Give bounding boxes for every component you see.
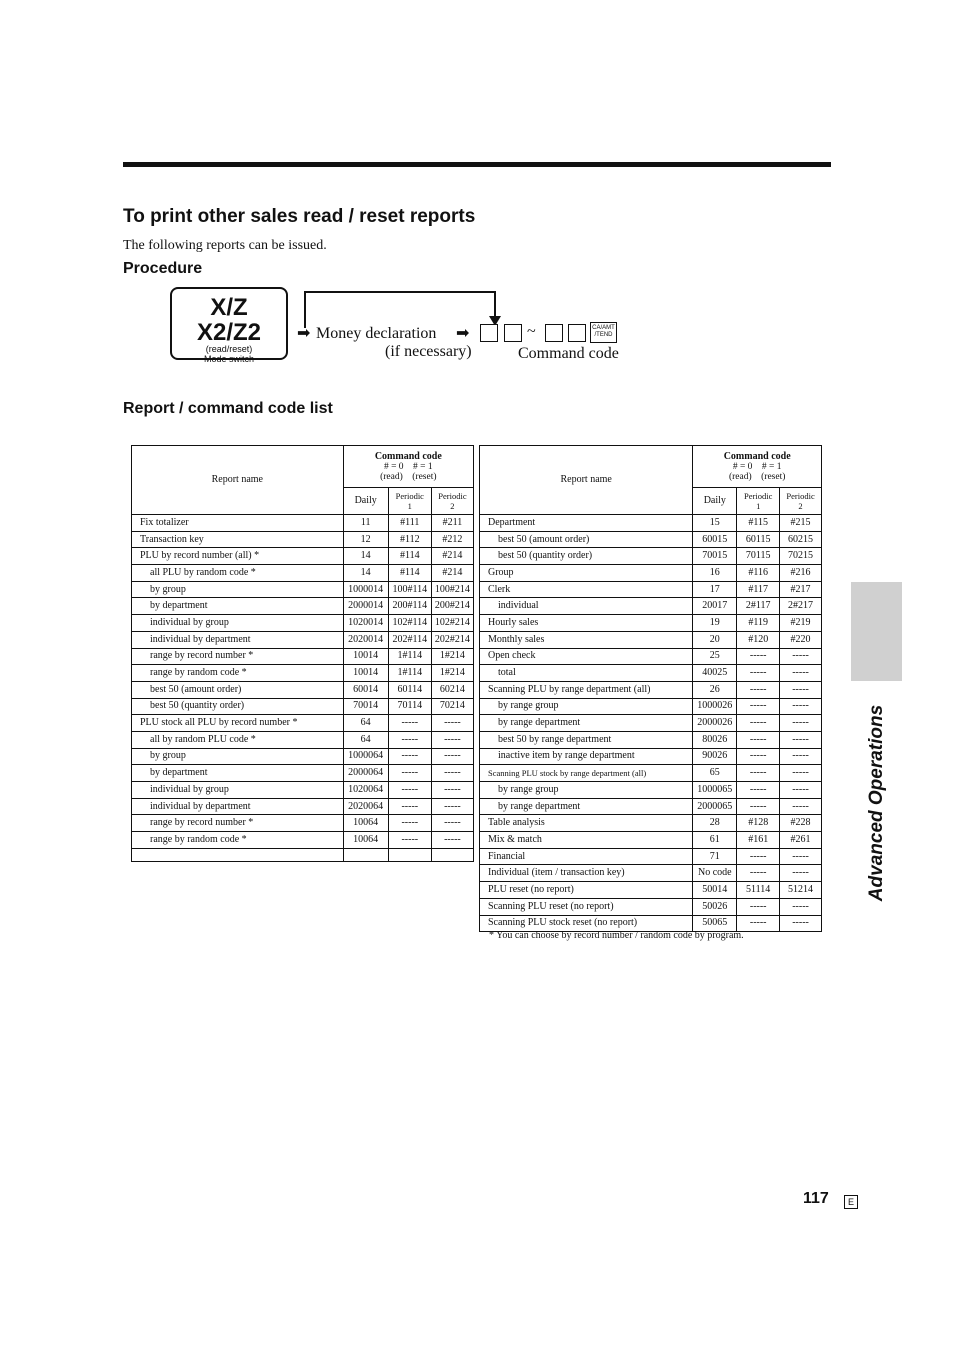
header-periodic-1: Periodic 1 bbox=[388, 488, 431, 515]
table-row bbox=[480, 598, 822, 615]
report-name-cell: Mix & match bbox=[480, 832, 693, 849]
table-row bbox=[132, 598, 474, 615]
periodic1-code-cell: ----- bbox=[388, 715, 431, 732]
table-row bbox=[132, 832, 474, 849]
periodic2-code-cell: ----- bbox=[431, 715, 473, 732]
periodic1-code-cell: 100#114 bbox=[388, 581, 431, 598]
periodic1-code-cell: 60114 bbox=[388, 681, 431, 698]
report-name-cell: all by random PLU code * bbox=[132, 731, 344, 748]
report-name-cell: individual by group bbox=[132, 782, 344, 799]
daily-code-cell: 60014 bbox=[343, 681, 388, 698]
daily-code-cell: 1000064 bbox=[343, 748, 388, 765]
daily-code-cell: 2000026 bbox=[693, 715, 737, 732]
periodic2-code-cell: #211 bbox=[431, 515, 473, 532]
page-number: 117 bbox=[803, 1190, 829, 1207]
empty-cell bbox=[343, 848, 388, 861]
daily-code-cell: 10014 bbox=[343, 665, 388, 682]
daily-code-cell: 50026 bbox=[693, 898, 737, 915]
table-row bbox=[480, 848, 822, 865]
daily-code-cell: 50014 bbox=[693, 882, 737, 899]
daily-code-cell: 10064 bbox=[343, 832, 388, 849]
table-row bbox=[132, 815, 474, 832]
table-row bbox=[480, 631, 822, 648]
report-name-cell: Scanning PLU reset (no report) bbox=[480, 898, 693, 915]
report-name-cell: by range group bbox=[480, 782, 693, 799]
periodic1-code-cell: ----- bbox=[737, 715, 780, 732]
periodic2-code-cell: #216 bbox=[780, 565, 822, 582]
if-necessary-label: (if necessary) bbox=[385, 343, 472, 360]
periodic2-code-cell: ----- bbox=[780, 648, 822, 665]
header-hash0: # = 0 bbox=[383, 461, 404, 472]
periodic2-code-cell: ----- bbox=[431, 798, 473, 815]
table-row bbox=[132, 748, 474, 765]
mode-label-x2z2: X2/Z2 bbox=[196, 319, 262, 346]
table-row bbox=[480, 648, 822, 665]
periodic2-code-cell: ----- bbox=[431, 765, 473, 782]
periodic1-code-cell: ----- bbox=[388, 748, 431, 765]
table-row bbox=[480, 731, 822, 748]
daily-code-cell: 14 bbox=[343, 565, 388, 582]
table-row bbox=[132, 648, 474, 665]
table-row bbox=[480, 615, 822, 632]
table-row bbox=[480, 832, 822, 849]
table-row bbox=[480, 798, 822, 815]
table-row bbox=[480, 765, 822, 782]
daily-code-cell: 60015 bbox=[693, 531, 737, 548]
report-name-cell: best 50 by range department bbox=[480, 731, 693, 748]
report-name-cell: best 50 (quantity order) bbox=[480, 548, 693, 565]
daily-code-cell: 26 bbox=[693, 681, 737, 698]
daily-code-cell: 25 bbox=[693, 648, 737, 665]
table-row bbox=[132, 631, 474, 648]
daily-code-cell: 2020014 bbox=[343, 631, 388, 648]
empty-cell bbox=[132, 848, 344, 861]
periodic2-code-cell: #228 bbox=[780, 815, 822, 832]
empty-cell bbox=[431, 848, 473, 861]
footnote: * You can choose by record number / random code by program. bbox=[489, 930, 744, 941]
arrow-icon: ➡ bbox=[297, 325, 311, 342]
table-row bbox=[480, 665, 822, 682]
command-code-table-left bbox=[131, 445, 474, 862]
periodic1-code-cell: ----- bbox=[388, 815, 431, 832]
list-heading: Report / command code list bbox=[123, 400, 333, 417]
report-name-cell: range by random code * bbox=[132, 832, 344, 849]
periodic2-code-cell: ----- bbox=[431, 748, 473, 765]
table-row bbox=[480, 898, 822, 915]
report-name-cell: Fix totalizer bbox=[132, 515, 344, 532]
procedure-heading: Procedure bbox=[123, 260, 203, 277]
periodic2-code-cell: 51214 bbox=[780, 882, 822, 899]
tend-key-label-1: CA/AMT bbox=[592, 325, 615, 331]
periodic2-code-cell: #217 bbox=[780, 581, 822, 598]
periodic2-code-cell: ----- bbox=[780, 681, 822, 698]
table-row bbox=[132, 665, 474, 682]
periodic1-code-cell: 60115 bbox=[737, 531, 780, 548]
header-daily: Daily bbox=[343, 488, 388, 515]
header-periodic-2: Periodic 2 bbox=[431, 488, 473, 515]
periodic2-code-cell: ----- bbox=[780, 848, 822, 865]
table-row bbox=[132, 731, 474, 748]
periodic2-code-cell: ----- bbox=[780, 798, 822, 815]
daily-code-cell: 1000026 bbox=[693, 698, 737, 715]
header-read: (read) bbox=[728, 471, 752, 482]
table-row bbox=[132, 615, 474, 632]
periodic2-code-cell: 70215 bbox=[780, 548, 822, 565]
periodic2-code-cell: 1#214 bbox=[431, 665, 473, 682]
periodic1-code-cell: 202#114 bbox=[388, 631, 431, 648]
periodic1-code-cell: ----- bbox=[388, 798, 431, 815]
daily-code-cell: 2000064 bbox=[343, 765, 388, 782]
periodic2-code-cell: #261 bbox=[780, 832, 822, 849]
report-name-cell: Open check bbox=[480, 648, 693, 665]
top-rule bbox=[123, 162, 831, 167]
report-name-cell: best 50 (amount order) bbox=[132, 681, 344, 698]
header-hash1: # = 1 bbox=[761, 461, 782, 472]
periodic2-code-cell: #215 bbox=[780, 515, 822, 532]
bypass-arrow bbox=[290, 288, 510, 328]
table-row bbox=[132, 715, 474, 732]
periodic2-code-cell: 70214 bbox=[431, 698, 473, 715]
header-command-code bbox=[693, 446, 822, 488]
periodic1-code-cell: #116 bbox=[737, 565, 780, 582]
header-periodic-2: Periodic 2 bbox=[780, 488, 822, 515]
report-name-cell: by group bbox=[132, 748, 344, 765]
daily-code-cell: 65 bbox=[693, 765, 737, 782]
periodic2-code-cell: 2#217 bbox=[780, 598, 822, 615]
periodic1-code-cell: ----- bbox=[737, 648, 780, 665]
tend-key-label-2: /TEND bbox=[594, 332, 613, 338]
daily-code-cell: 16 bbox=[693, 565, 737, 582]
daily-code-cell: 70014 bbox=[343, 698, 388, 715]
intro-text: The following reports can be issued. bbox=[123, 238, 327, 253]
daily-code-cell: 28 bbox=[693, 815, 737, 832]
table-row bbox=[132, 681, 474, 698]
header-report-name: Report name bbox=[132, 446, 344, 515]
daily-code-cell: 1000014 bbox=[343, 581, 388, 598]
money-declaration-label: Money declaration bbox=[316, 325, 437, 342]
digit-key-box bbox=[504, 324, 522, 342]
periodic1-code-cell: 70115 bbox=[737, 548, 780, 565]
table-row bbox=[480, 531, 822, 548]
report-name-cell: inactive item by range department bbox=[480, 748, 693, 765]
periodic1-code-cell: 200#114 bbox=[388, 598, 431, 615]
periodic1-code-cell: ----- bbox=[388, 782, 431, 799]
periodic2-code-cell: ----- bbox=[780, 765, 822, 782]
table-row bbox=[132, 515, 474, 532]
side-tab-marker bbox=[851, 582, 902, 681]
report-name-cell: individual bbox=[480, 598, 693, 615]
header-report-name: Report name bbox=[480, 446, 693, 515]
daily-code-cell: 11 bbox=[343, 515, 388, 532]
mode-label-xz: X/Z bbox=[210, 294, 248, 321]
report-name-cell: Scanning PLU by range department (all) bbox=[480, 681, 693, 698]
periodic1-code-cell: 2#117 bbox=[737, 598, 780, 615]
report-name-cell: by group bbox=[132, 581, 344, 598]
table-row bbox=[480, 882, 822, 899]
periodic2-code-cell: 1#214 bbox=[431, 648, 473, 665]
periodic1-code-cell: ----- bbox=[737, 865, 780, 882]
daily-code-cell: 50065 bbox=[693, 915, 737, 932]
digit-key-box bbox=[545, 324, 563, 342]
table-row bbox=[132, 782, 474, 799]
header-read: (read) bbox=[380, 471, 403, 482]
periodic1-code-cell: #114 bbox=[388, 548, 431, 565]
periodic1-code-cell: #114 bbox=[388, 565, 431, 582]
report-name-cell: individual by department bbox=[132, 798, 344, 815]
table-row-empty bbox=[132, 848, 474, 861]
header-command-code bbox=[343, 446, 473, 488]
tend-key-icon bbox=[590, 322, 617, 343]
table-row bbox=[480, 698, 822, 715]
daily-code-cell: 10014 bbox=[343, 648, 388, 665]
daily-code-cell: 70015 bbox=[693, 548, 737, 565]
report-name-cell: Scanning PLU stock reset (no report) bbox=[480, 915, 693, 932]
arrow-icon-2: ➡ bbox=[456, 325, 470, 342]
report-name-cell: Monthly sales bbox=[480, 631, 693, 648]
periodic2-code-cell: ----- bbox=[431, 782, 473, 799]
report-name-cell: individual by group bbox=[132, 615, 344, 632]
mode-switch-box bbox=[170, 287, 288, 364]
report-name-cell: Individual (item / transaction key) bbox=[480, 865, 693, 882]
report-name-cell: PLU reset (no report) bbox=[480, 882, 693, 899]
periodic1-code-cell: ----- bbox=[737, 665, 780, 682]
daily-code-cell: 2000065 bbox=[693, 798, 737, 815]
header-command-code-title: Command code bbox=[374, 450, 442, 462]
periodic1-code-cell: ----- bbox=[388, 731, 431, 748]
report-name-cell: total bbox=[480, 665, 693, 682]
periodic1-code-cell: #117 bbox=[737, 581, 780, 598]
periodic1-code-cell: #161 bbox=[737, 832, 780, 849]
daily-code-cell: 1020014 bbox=[343, 615, 388, 632]
daily-code-cell: 20 bbox=[693, 631, 737, 648]
table-row bbox=[480, 581, 822, 598]
digit-key-box bbox=[480, 324, 498, 342]
periodic1-code-cell: ----- bbox=[737, 798, 780, 815]
table-row bbox=[132, 698, 474, 715]
periodic1-code-cell: #111 bbox=[388, 515, 431, 532]
daily-code-cell: 12 bbox=[343, 531, 388, 548]
table-row bbox=[480, 515, 822, 532]
daily-code-cell: 17 bbox=[693, 581, 737, 598]
daily-code-cell: 19 bbox=[693, 615, 737, 632]
daily-code-cell: 2000014 bbox=[343, 598, 388, 615]
table-row bbox=[480, 715, 822, 732]
report-name-cell: PLU by record number (all) * bbox=[132, 548, 344, 565]
daily-code-cell: 2020064 bbox=[343, 798, 388, 815]
periodic2-code-cell: #212 bbox=[431, 531, 473, 548]
table-row bbox=[480, 815, 822, 832]
report-name-cell: Scanning PLU stock by range department (all) bbox=[480, 765, 693, 782]
table-row bbox=[480, 748, 822, 765]
report-name-cell: PLU stock all PLU by record number * bbox=[132, 715, 344, 732]
periodic1-code-cell: #120 bbox=[737, 631, 780, 648]
table-row bbox=[480, 782, 822, 799]
daily-code-cell: 20017 bbox=[693, 598, 737, 615]
report-name-cell: best 50 (amount order) bbox=[480, 531, 693, 548]
report-name-cell: Hourly sales bbox=[480, 615, 693, 632]
periodic2-code-cell: ----- bbox=[780, 731, 822, 748]
periodic2-code-cell: 202#214 bbox=[431, 631, 473, 648]
header-reset: (reset) bbox=[761, 471, 786, 482]
periodic1-code-cell: ----- bbox=[737, 698, 780, 715]
report-name-cell: Department bbox=[480, 515, 693, 532]
periodic2-code-cell: 102#214 bbox=[431, 615, 473, 632]
periodic1-code-cell: 1#114 bbox=[388, 665, 431, 682]
periodic1-code-cell: ----- bbox=[737, 765, 780, 782]
periodic2-code-cell: ----- bbox=[780, 665, 822, 682]
periodic2-code-cell: ----- bbox=[780, 698, 822, 715]
periodic1-code-cell: #112 bbox=[388, 531, 431, 548]
report-name-cell: by department bbox=[132, 765, 344, 782]
periodic2-code-cell: #214 bbox=[431, 548, 473, 565]
report-name-cell: range by random code * bbox=[132, 665, 344, 682]
periodic1-code-cell: ----- bbox=[388, 765, 431, 782]
periodic1-code-cell: ----- bbox=[737, 748, 780, 765]
table-row bbox=[480, 865, 822, 882]
daily-code-cell: 10064 bbox=[343, 815, 388, 832]
header-hash0: # = 0 bbox=[732, 461, 753, 472]
table-row bbox=[480, 681, 822, 698]
report-name-cell: range by record number * bbox=[132, 648, 344, 665]
periodic2-code-cell: ----- bbox=[780, 715, 822, 732]
periodic1-code-cell: 102#114 bbox=[388, 615, 431, 632]
daily-code-cell: 71 bbox=[693, 848, 737, 865]
daily-code-cell: 1020064 bbox=[343, 782, 388, 799]
daily-code-cell: 90026 bbox=[693, 748, 737, 765]
periodic1-code-cell: #119 bbox=[737, 615, 780, 632]
periodic2-code-cell: ----- bbox=[780, 915, 822, 932]
periodic2-code-cell: ----- bbox=[780, 865, 822, 882]
page-title: To print other sales read / reset reports bbox=[123, 206, 476, 227]
periodic2-code-cell: ----- bbox=[431, 832, 473, 849]
report-name-cell: Transaction key bbox=[132, 531, 344, 548]
table-row bbox=[132, 581, 474, 598]
periodic1-code-cell: #115 bbox=[737, 515, 780, 532]
report-name-cell: by range group bbox=[480, 698, 693, 715]
header-hash1: # = 1 bbox=[413, 461, 433, 472]
report-name-cell: Table analysis bbox=[480, 815, 693, 832]
table-row bbox=[132, 565, 474, 582]
periodic2-code-cell: ----- bbox=[780, 748, 822, 765]
periodic1-code-cell: 70114 bbox=[388, 698, 431, 715]
daily-code-cell: 80026 bbox=[693, 731, 737, 748]
digit-key-box bbox=[568, 324, 586, 342]
periodic1-code-cell: #128 bbox=[737, 815, 780, 832]
periodic1-code-cell: ----- bbox=[737, 915, 780, 932]
periodic2-code-cell: #220 bbox=[780, 631, 822, 648]
language-badge: E bbox=[844, 1195, 858, 1209]
report-name-cell: best 50 (quantity order) bbox=[132, 698, 344, 715]
periodic2-code-cell: ----- bbox=[431, 815, 473, 832]
periodic1-code-cell: ----- bbox=[737, 848, 780, 865]
daily-code-cell: 1000065 bbox=[693, 782, 737, 799]
right-table-body bbox=[480, 515, 822, 932]
side-tab-label: Advanced Operations bbox=[866, 704, 887, 902]
periodic2-code-cell: #219 bbox=[780, 615, 822, 632]
daily-code-cell: 14 bbox=[343, 548, 388, 565]
report-name-cell: all PLU by random code * bbox=[132, 565, 344, 582]
report-name-cell: Group bbox=[480, 565, 693, 582]
periodic2-code-cell: 100#214 bbox=[431, 581, 473, 598]
left-table-body bbox=[132, 515, 474, 862]
header-periodic-1: Periodic 1 bbox=[737, 488, 780, 515]
command-code-label: Command code bbox=[518, 345, 619, 362]
daily-code-cell: No code bbox=[693, 865, 737, 882]
header-daily: Daily bbox=[693, 488, 737, 515]
table-row bbox=[132, 548, 474, 565]
report-name-cell: by range department bbox=[480, 715, 693, 732]
periodic2-code-cell: 60214 bbox=[431, 681, 473, 698]
table-row bbox=[480, 565, 822, 582]
table-row bbox=[132, 765, 474, 782]
periodic1-code-cell: ----- bbox=[737, 731, 780, 748]
mode-caption-switch: Mode switch bbox=[203, 354, 255, 364]
periodic2-code-cell: ----- bbox=[780, 898, 822, 915]
daily-code-cell: 15 bbox=[693, 515, 737, 532]
report-name-cell: individual by department bbox=[132, 631, 344, 648]
table-row bbox=[480, 548, 822, 565]
daily-code-cell: 64 bbox=[343, 715, 388, 732]
periodic2-code-cell: 60215 bbox=[780, 531, 822, 548]
periodic1-code-cell: ----- bbox=[737, 782, 780, 799]
empty-cell bbox=[388, 848, 431, 861]
daily-code-cell: 64 bbox=[343, 731, 388, 748]
periodic1-code-cell: ----- bbox=[737, 898, 780, 915]
daily-code-cell: 40025 bbox=[693, 665, 737, 682]
header-command-code-title: Command code bbox=[723, 450, 791, 462]
periodic2-code-cell: #214 bbox=[431, 565, 473, 582]
range-tilde: ~ bbox=[527, 323, 536, 340]
periodic1-code-cell: ----- bbox=[388, 832, 431, 849]
report-name-cell: range by record number * bbox=[132, 815, 344, 832]
command-code-table-right bbox=[479, 445, 822, 932]
periodic2-code-cell: ----- bbox=[780, 782, 822, 799]
table-row bbox=[132, 531, 474, 548]
report-name-cell: by department bbox=[132, 598, 344, 615]
periodic1-code-cell: 1#114 bbox=[388, 648, 431, 665]
periodic1-code-cell: 51114 bbox=[737, 882, 780, 899]
periodic2-code-cell: 200#214 bbox=[431, 598, 473, 615]
report-name-cell: Clerk bbox=[480, 581, 693, 598]
daily-code-cell: 61 bbox=[693, 832, 737, 849]
periodic2-code-cell: ----- bbox=[431, 731, 473, 748]
periodic1-code-cell: ----- bbox=[737, 681, 780, 698]
header-reset: (reset) bbox=[412, 471, 437, 482]
table-row bbox=[132, 798, 474, 815]
report-name-cell: by range department bbox=[480, 798, 693, 815]
report-name-cell: Financial bbox=[480, 848, 693, 865]
mode-caption-read-reset: (read/reset) bbox=[205, 344, 253, 354]
